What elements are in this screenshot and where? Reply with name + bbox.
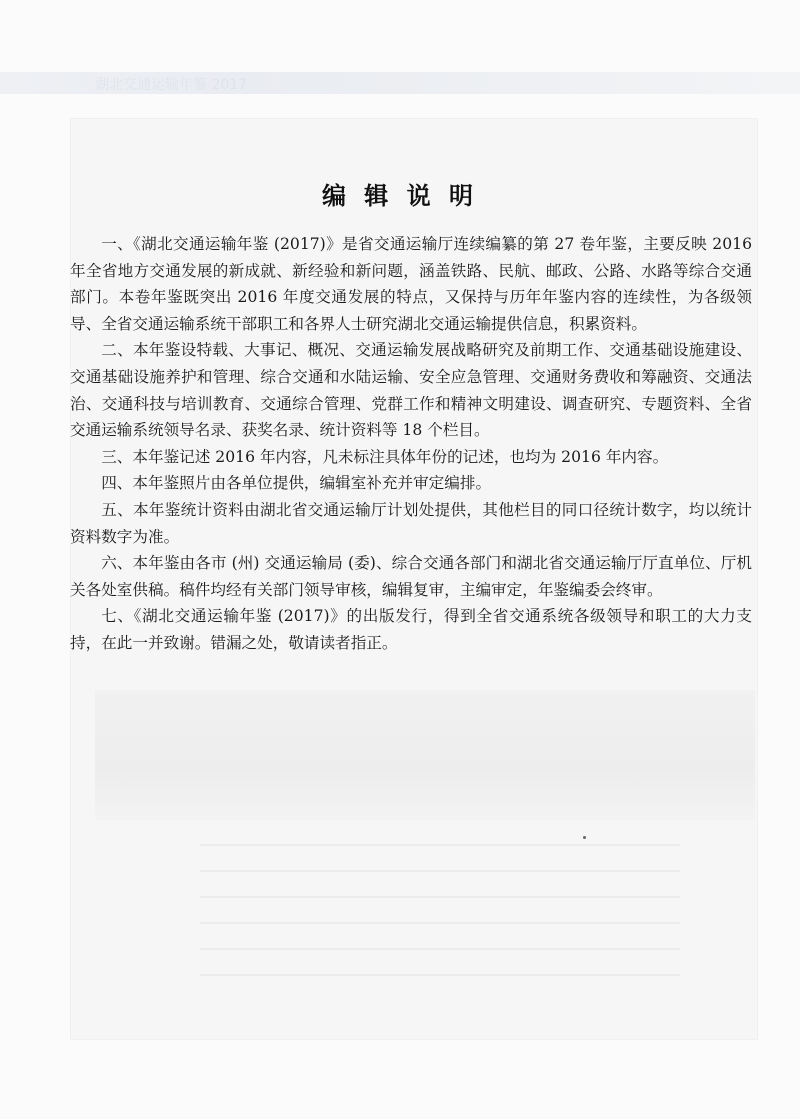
note-paragraph-7: 七、《湖北交通运输年鉴 (2017)》的出版发行，得到全省交通系统各级领导和职工的大力支持，在此一并致谢。错漏之处，敬请读者指正。 (70, 607, 752, 652)
editorial-notes (70, 231, 752, 657)
bleed-through-text-lines (200, 830, 680, 980)
note-paragraph-4: 四、本年鉴照片由各单位提供，编辑室补充并审定编排。 (101, 474, 492, 493)
bleed-through-photo (95, 690, 755, 820)
page-title: 编 辑 说 明 (321, 181, 479, 211)
note-paragraph-3: 三、本年鉴记述 2016 年内容，凡未标注具体年份的记述，也均为 2016 年内容。 (101, 447, 669, 466)
note-paragraph-5: 五、本年鉴统计资料由湖北省交通运输厅计划处提供，其他栏目的同口径统计数字，均以统计资料数字为准。 (70, 500, 752, 546)
note-paragraph-6: 六、本年鉴由各市 (州) 交通运输局 (委)、综合交通各部门和湖北省交通运输厅厅直单位、厅机关各处室供稿。稿件均经有关部门领导审核，编辑复审，主编审定，年鉴编委会终审。 (70, 554, 752, 599)
note-paragraph-2: 二、本年鉴设特载、大事记、概况、交通运输发展战略研究及前期工作、交通基础设施建设、交通基础设施养护和管理、综合交通和水陆运输、安全应急管理、交通财务费收和筹融资、交通法治、交通科技与培训教育、交通综合管理、党群工作和精神文明建设、调查研究、专题资料、全省交通运输系统领导名录、获奖名录、统计资料等 18 个栏目。 (70, 341, 752, 440)
note-paragraph-1: 一、《湖北交通运输年鉴 (2017)》是省交通运输厅连续编纂的第 27 卷年鉴，主要反映 2016 年全省地方交通发展的新成就、新经验和新问题，涵盖铁路、民航、邮政、公路、水路等综合交通部门。本卷年鉴既突出 2016 年度交通发展的特点，又保持与历年年鉴内容的连续性，为各级领导、全省交通运输系统干部职工和各界人士研究湖北交通运输提供信息，积累资料。 (70, 235, 752, 333)
header-band (0, 72, 800, 94)
stray-dot-mark (583, 836, 586, 839)
header-band-label: 湖北交通运输年鉴 2017 (95, 77, 248, 93)
